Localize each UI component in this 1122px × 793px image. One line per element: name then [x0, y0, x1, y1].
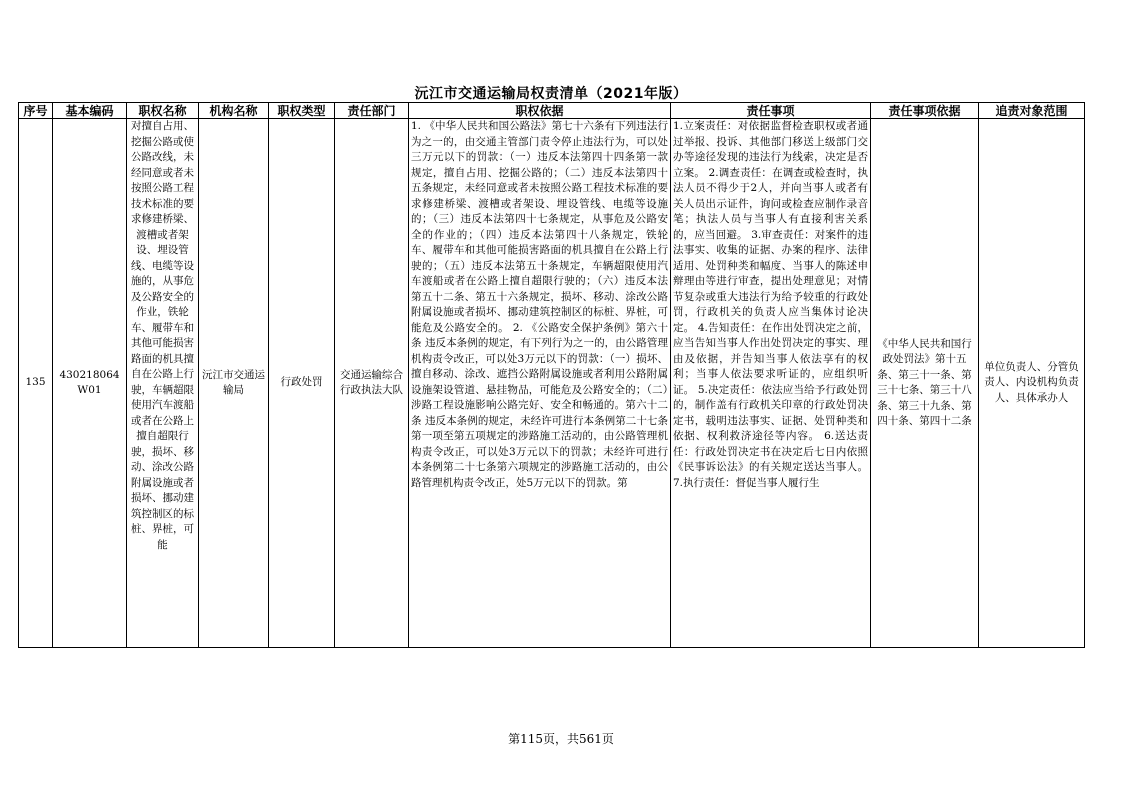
cell-power-type: 行政处罚: [269, 119, 335, 648]
document-title: 沅江市交通运输局权责清单（2021年版）: [414, 86, 688, 102]
cell-org: 沅江市交通运输局: [199, 119, 269, 648]
header-row: [19, 103, 1085, 119]
cell-department: 交通运输综合行政执法大队: [335, 119, 409, 648]
header-basis: 职权依据: [409, 103, 671, 119]
header-department: 责任部门: [335, 103, 409, 119]
header-duties: 责任事项: [671, 103, 871, 119]
header-org: 机构名称: [199, 103, 269, 119]
cell-code: 430218064W01: [53, 119, 127, 648]
cell-power-name: 对擅自占用、挖掘公路或使公路改线，未经同意或者未按照公路工程技术标准的要求修建桥梁、渡槽或者架设、埋设管线、电缆等设施的，从事危及公路安全的作业，铁轮车、履带车和其他可能损害路面的机具擅自在公路上行驶，车辆超限使用汽车渡船或者在公路上擅自超限行驶，损坏、移动、涂改公路附属设施或者损坏、挪动建筑控制区的标桩、界桩，可能: [127, 119, 199, 648]
table-row: [19, 119, 1085, 648]
cell-accountability: 单位负责人、分管负责人、内设机构负责人、具体承办人: [979, 119, 1085, 648]
cell-duties: 1.立案责任：对依据监督检查职权或者通过举报、投诉、其他部门移送上级部门交办等途径发现的违法行为线索，决定是否立案。 2.调查责任：在调查或检查时，执法人员不得少于2人，并向当事人或者有关人员出示证件，询问或检查应制作录音笔；执法人员与当事人有直接利害关系的，应当回避。 3.审查责任：对案件的违法事实、收集的证据、办案的程序、法律适用、处罚种类和幅度、当事人的陈述申辩理由等进行审查，提出处理意见；对情节复杂或重大违法行为给予较重的行政处罚，行政机关的负责人应当集体讨论决定。 4.告知责任：在作出处罚决定之前，应当告知当事人作出处罚决定的事实、理由及依据，并告知当事人依法享有的权利；当事人依法要求听证的，应组织听证。 5.决定责任：依法应当给予行政处罚的，制作盖有行政机关印章的行政处罚决定书，载明违法事实、证据、处罚种类和依据、权利救济途径等内容。 6.送达责任：行政处罚决定书在决定后七日内依照《民事诉讼法》的有关规定送达当事人。 7.执行责任：督促当事人履行生: [671, 119, 871, 648]
header-power-name: 职权名称: [127, 103, 199, 119]
header-accountability: 追责对象范围: [979, 103, 1085, 119]
page-number: 第115页，共561页: [508, 732, 614, 746]
cell-duty-basis: 《中华人民共和国行政处罚法》第十五条、第三十一条、第三十七条、第三十八条、第三十九条、第四十条、第四十二条: [871, 119, 979, 648]
cell-seq: 135: [19, 119, 53, 648]
header-power-type: 职权类型: [269, 103, 335, 119]
header-seq: 序号: [19, 103, 53, 119]
header-duty-basis: 责任事项依据: [871, 103, 979, 119]
header-code: 基本编码: [53, 103, 127, 119]
responsibility-table: [18, 102, 1085, 648]
cell-basis: 1. 《中华人民共和国公路法》第七十六条有下列违法行为之一的，由交通主管部门责令停止违法行为，可以处三万元以下的罚款：（一）违反本法第四十四条第一款规定，擅自占用、挖掘公路的；（二）违反本法第四十五条规定，未经同意或者未按照公路工程技术标准的要求修建桥梁、渡槽或者架设、埋设管线、电缆等设施的；（三）违反本法第四十七条规定，从事危及公路安全的作业的；（四）违反本法第四十八条规定，铁轮车、履带车和其他可能损害路面的机具擅自在公路上行驶的；（五）违反本法第五十条规定，车辆超限使用汽车渡船或者在公路上擅自超限行驶的；（六）违反本法第五十二条、第五十六条规定，损坏、移动、涂改公路附属设施或者损坏、挪动建筑控制区的标桩、界桩，可能危及公路安全的。 2. 《公路安全保护条例》第六十条 违反本条例的规定，有下列行为之一的，由公路管理机构责令改正，可以处3万元以下的罚款：（一）损坏、擅自移动、涂改、遮挡公路附属设施或者利用公路附属设施架设管道、悬挂物品，可能危及公路安全的；（二）涉路工程设施影响公路完好、安全和畅通的。第六十二条 违反本条例的规定，未经许可进行本条例第二十七条第一项至第五项规定的涉路施工活动的，由公路管理机构责令改正，可以处3万元以下的罚款；未经许可进行本条例第二十七条第六项规定的涉路施工活动的，由公路管理机构责令改正，处5万元以下的罚款。第: [409, 119, 671, 648]
